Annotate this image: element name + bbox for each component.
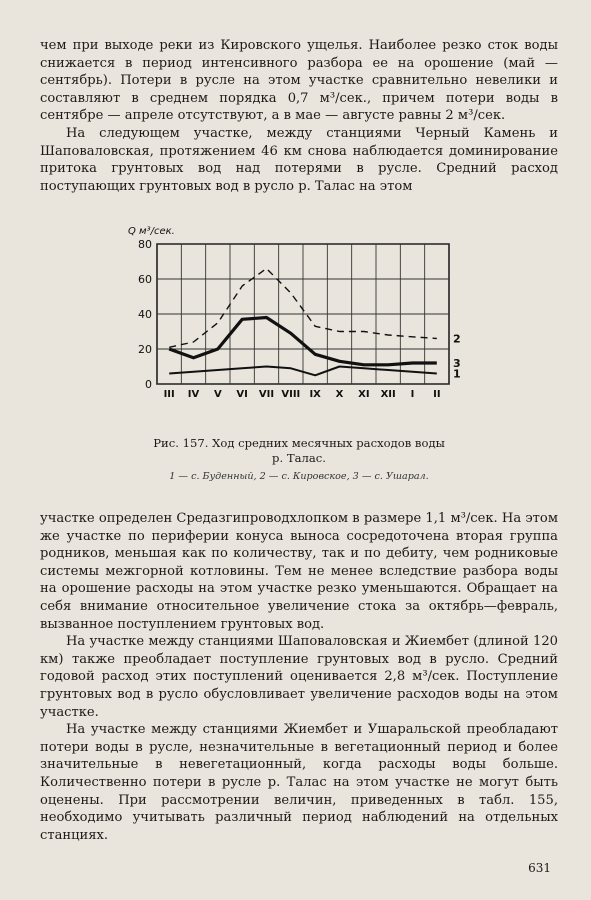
x-tick-label: VIII [281, 389, 301, 400]
paragraph: На участке между станциями Жиембет и Ушаральской преобладают потери воды в русле, незначительные в вегетационный период и более значительные в невегетационный, когда расходы воды больше. Количественно потери в русле р. Талас на этом участке не могут быть оценены. При рассмотрении величин, приведенных в табл. 155, необходимо учитывать различный период наблюдений на отдельных станциях. [40, 722, 558, 843]
x-tick-label: V [213, 389, 222, 400]
series-label: 3 [453, 357, 461, 370]
series-label: 1 [453, 367, 461, 381]
x-tick-label: VI [236, 389, 248, 400]
paragraph: На участке между станциями Шаповаловская и Жиембет (длиной 120 км) также преобладает поступление грунтовых вод в русло. Средний годовой расход этих поступлений оценивается 2,8 м³/сек. Поступление грунтовых вод в русло обусловливает увеличение расходов воды на этом участке. [40, 634, 558, 720]
paragraph: На следующем участке, между станциями Черный Камень и Шаповаловская, протяжением 46 км снова наблюдается доминирование притока грунтовых вод над потерями в русле. Средний расход поступающих грунтовых вод в русло р. Талас на этом [40, 125, 558, 194]
y-tick-label: 0 [145, 378, 152, 391]
x-tick-label: X [335, 389, 344, 400]
y-axis-label: Q м³/сек. [128, 226, 175, 237]
text-block-bottom [40, 510, 558, 844]
paragraph: участке определен Средазгипроводхлопком в размере 1,1 м³/сек. На этом же участке по периферии конуса выноса сосредоточена вторая группа родников, меньшая как по количеству, так и по дебиту, чем родниковые системы межгорной котловины. Тем не менее вследствие разбора воды на орошение расходы на этом участке резко уменьшаются. Обращает на себя внимание относительное увеличение стока за октябрь—февраль, вызванное поступлением грунтовых вод. [40, 511, 558, 632]
y-tick-label: 20 [138, 343, 152, 356]
text-block-top [40, 37, 558, 195]
x-tick-label: XI [358, 389, 370, 400]
series-label: 2 [453, 332, 461, 346]
x-tick-label: I [410, 389, 415, 400]
x-tick-label: VII [258, 389, 275, 400]
y-tick-label: 60 [138, 273, 152, 286]
x-tick-label: IX [309, 389, 321, 400]
x-tick-label: II [433, 389, 441, 400]
figure-legend: 1 — с. Буденный, 2 — с. Кировское, 3 — с. Ушарал. [169, 471, 429, 482]
y-tick-label: 80 [138, 238, 152, 251]
paragraph: чем при выходе реки из Кировского ущелья. Наиболее резко сток воды снижается в период интенсивного разбора ее на орошение (май — сентябрь). Потери в русле на этом участке сравнительно невелики и составляют в среднем порядка 0,7 м³/сек., причем потери воды в сентябре — апреле отсутствуют, а в мае — августе равны 2 м³/сек. [40, 38, 558, 124]
figure-caption: Рис. 157. Ход средних месячных расходов воды [153, 436, 445, 450]
page-number: 631 [528, 861, 551, 875]
x-tick-label: III [163, 389, 175, 400]
y-tick-label: 40 [138, 308, 152, 321]
discharge-chart [120, 222, 465, 404]
figure-caption-line2: р. Талас. [272, 451, 326, 465]
x-tick-label: IV [187, 389, 200, 400]
x-tick-label: XII [380, 389, 396, 400]
